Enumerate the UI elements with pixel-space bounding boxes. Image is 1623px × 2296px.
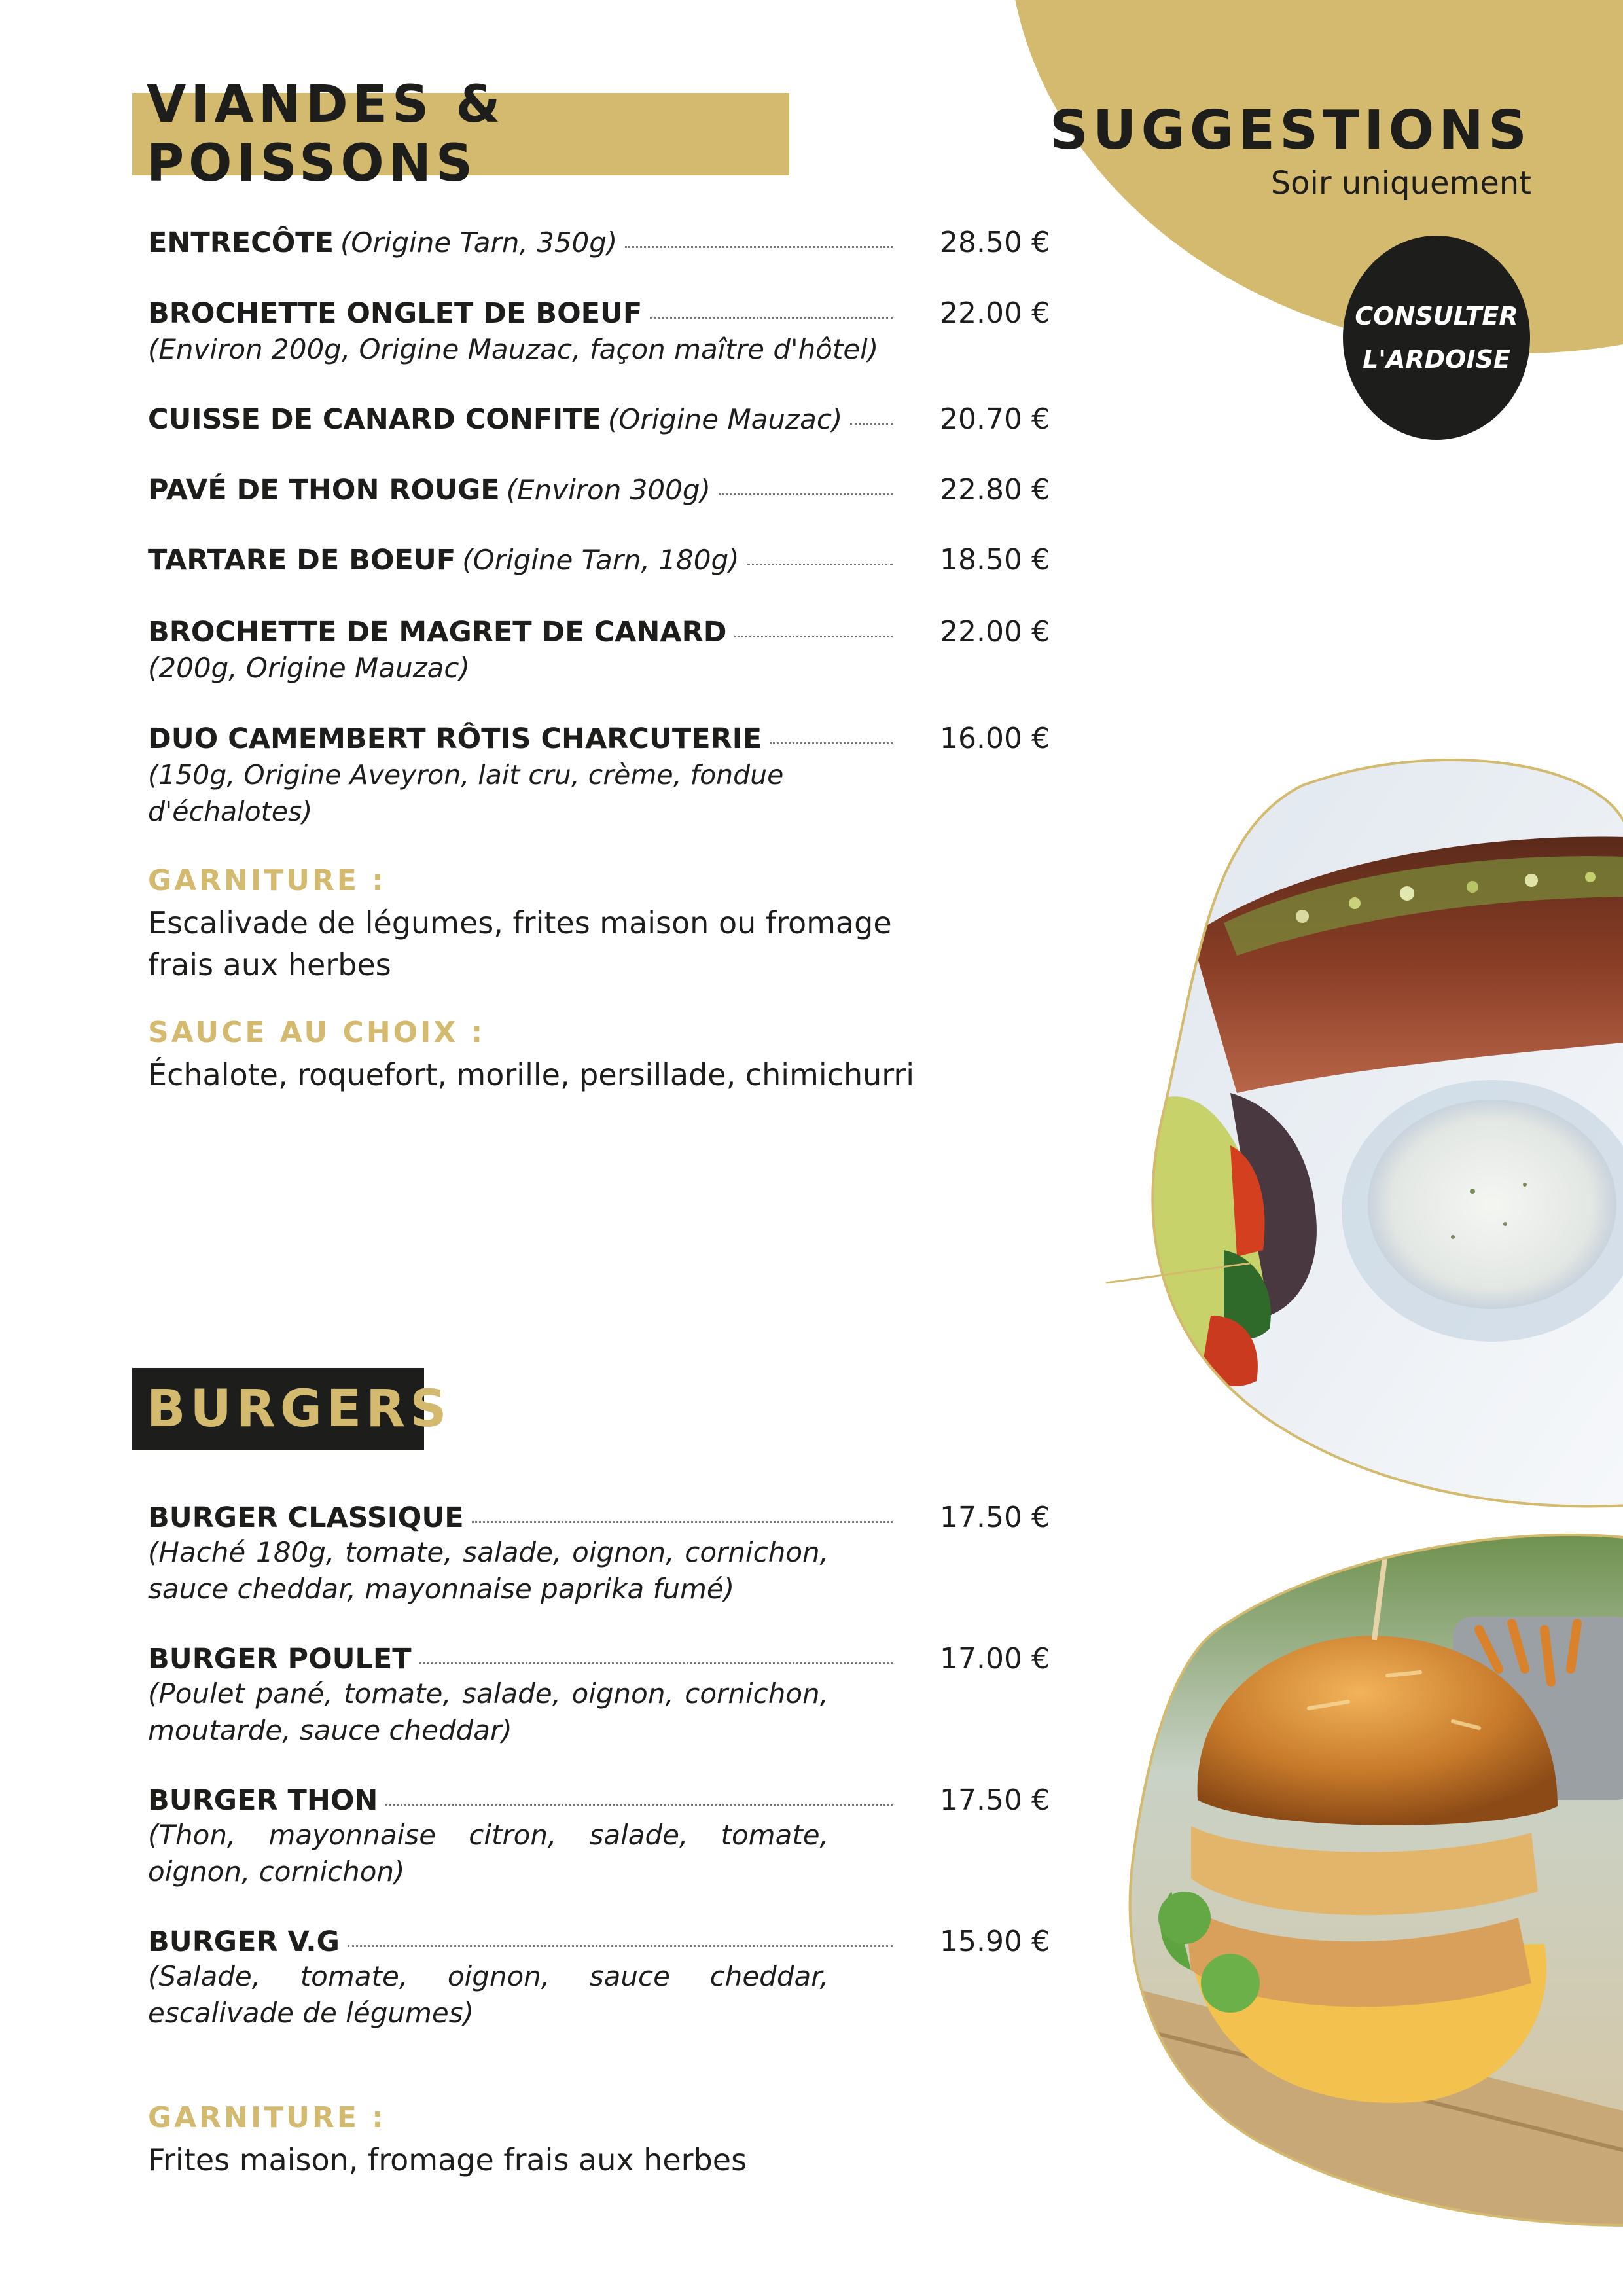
sauce-label: SAUCE AU CHOIX : <box>148 1016 486 1049</box>
item-name: PAVÉ DE THON ROUGE <box>148 474 500 507</box>
dot-leader <box>719 493 893 495</box>
garniture-label: GARNITURE : <box>148 864 386 897</box>
item-name: BROCHETTE ONGLET DE BOEUF <box>148 297 643 330</box>
item-note: (Origine Tarn, 350g) <box>340 226 618 259</box>
item-name: TARTARE DE BOEUF <box>148 544 456 577</box>
menu-item <box>148 1642 1058 1749</box>
menu-item <box>148 403 1058 436</box>
dot-leader <box>472 1521 893 1523</box>
item-description: (Haché 180g, tomate, salade, oignon, cornichon, sauce cheddar, mayonnaise paprika fumé) <box>148 1536 829 1605</box>
garniture-label: GARNITURE : <box>148 2101 386 2134</box>
item-note: (Origine Mauzac) <box>607 403 843 435</box>
item-description: (200g, Origine Mauzac) <box>148 652 470 684</box>
dot-leader <box>385 1804 893 1806</box>
item-description: (150g, Origine Aveyron, lait cru, crème, fondue d'échalotes) <box>148 759 784 827</box>
item-description: (Poulet pané, tomate, salade, oignon, cornichon, moutarde, sauce cheddar) <box>148 1677 829 1746</box>
item-name: BURGER THON <box>148 1784 378 1817</box>
item-price: 20.70 € <box>940 403 1050 436</box>
menu-item <box>148 722 1058 830</box>
item-price: 15.90 € <box>940 1925 1050 1958</box>
item-price: 22.00 € <box>940 615 1050 649</box>
item-description: (Salade, tomate, oignon, sauce cheddar, escalivade de légumes) <box>148 1960 829 2029</box>
dot-leader <box>419 1662 893 1664</box>
item-price: 28.50 € <box>940 226 1050 259</box>
menu-item <box>148 1784 1058 1890</box>
dot-leader <box>348 1945 893 1947</box>
item-name: BURGER CLASSIQUE <box>148 1501 464 1534</box>
dot-leader <box>625 246 893 248</box>
item-price: 17.50 € <box>940 1784 1050 1817</box>
menu-item <box>148 1501 1058 1607</box>
suggestions-title: SUGGESTIONS <box>1049 99 1531 162</box>
garniture-text: Escalivade de légumes, frites maison ou fromage frais aux herbes <box>148 905 892 982</box>
menu-item <box>148 473 1058 507</box>
item-name: BURGER V.G <box>148 1926 340 1958</box>
garniture-text: Frites maison, fromage frais aux herbes <box>148 2142 747 2178</box>
menu-item <box>148 543 1058 577</box>
item-name: BURGER POULET <box>148 1643 412 1676</box>
item-name: BROCHETTE DE MAGRET DE CANARD <box>148 616 727 649</box>
menu-item <box>148 615 1058 687</box>
item-price: 17.50 € <box>940 1501 1050 1534</box>
consulter-ardoise-badge <box>1343 236 1530 440</box>
section-title-viandes: VIANDES & POISSONS <box>132 93 789 175</box>
dot-leader <box>650 317 893 319</box>
item-name: ENTRECÔTE <box>148 226 334 259</box>
item-name: DUO CAMEMBERT RÔTIS CHARCUTERIE <box>148 723 762 755</box>
item-description: (Environ 200g, Origine Mauzac, façon maître d'hôtel) <box>148 333 879 365</box>
item-price: 18.50 € <box>940 543 1050 577</box>
item-price: 22.00 € <box>940 296 1050 330</box>
badge-line-1: CONSULTER <box>1355 302 1518 331</box>
suggestions-subtitle: Soir uniquement <box>1270 165 1531 202</box>
dot-leader <box>747 564 893 565</box>
item-note: (Origine Tarn, 180g) <box>462 544 740 576</box>
burger-photo <box>1113 1525 1623 2232</box>
sauce-text: Échalote, roquefort, morille, persillade, chimichurri <box>148 1057 915 1092</box>
steak-photo <box>1106 740 1623 1518</box>
dot-leader <box>734 636 893 637</box>
item-price: 22.80 € <box>940 473 1050 507</box>
item-price: 16.00 € <box>940 722 1050 755</box>
menu-item <box>148 296 1058 368</box>
menu-item <box>148 1925 1058 2032</box>
item-description: (Thon, mayonnaise citron, salade, tomate, oignon, cornichon) <box>148 1819 829 1888</box>
dot-leader <box>850 423 893 425</box>
menu-item <box>148 226 1058 259</box>
badge-line-2: L'ARDOISE <box>1363 345 1510 374</box>
item-price: 17.00 € <box>940 1642 1050 1676</box>
dot-leader <box>770 742 893 744</box>
item-note: (Environ 300g) <box>506 474 711 506</box>
section-title-burgers: BURGERS <box>132 1368 424 1450</box>
item-name: CUISSE DE CANARD CONFITE <box>148 403 601 436</box>
